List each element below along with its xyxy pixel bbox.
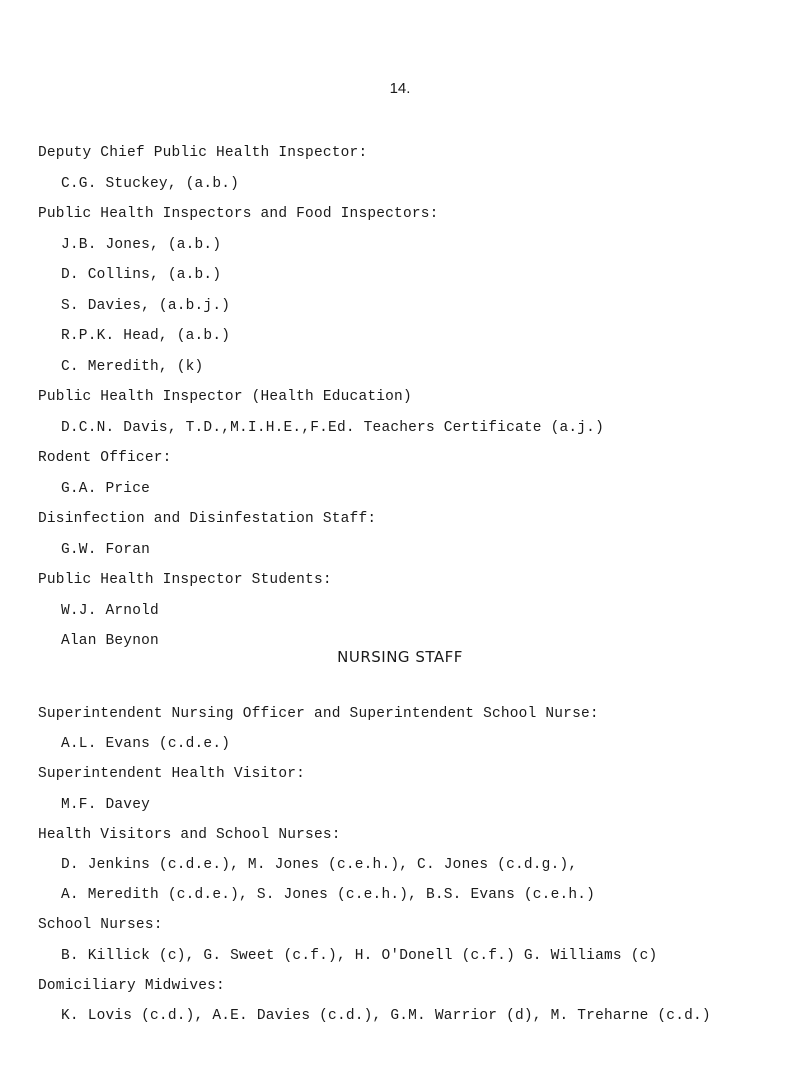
role-heading: Public Health Inspector Students: [38,572,332,588]
role-heading: Health Visitors and School Nurses: [38,826,341,843]
staff-name: J.B. Jones, (a.b.) [61,236,222,253]
staff-name: G.A. Price [61,480,151,497]
staff-name: K. Lovis (c.d.), A.E. Davies (c.d.), G.M. Warrior (d), M. Treharne (c.d.) [61,1007,711,1024]
staff-name: B. Killick (c), G. Sweet (c.f.), H. O'Donell (c.f.) G. Williams (c) [61,947,658,964]
staff-name: D. Jenkins (c.d.e.), M. Jones (c.e.h.), C. Jones (c.d.g.), [61,856,578,873]
nursing-staff-list [38,699,798,1031]
role-heading: Superintendent Health Visitor: [38,766,306,783]
staff-name: R.P.K. Head, (a.b.) [61,328,231,344]
role-heading: School Nurses: [38,917,163,934]
staff-name: S. Davies, (a.b.j.) [61,297,231,314]
role-heading: Domiciliary Midwives: [38,977,225,994]
staff-name: G.W. Foran [61,541,151,558]
role-heading: Disinfection and Disinfestation Staff: [38,511,377,527]
staff-name: C.G. Stuckey, (a.b.) [61,175,240,192]
staff-name: D.C.N. Davis, T.D.,M.I.H.E.,F.Ed. Teachers Certificate (a.j.) [61,419,604,436]
staff-name: A.L. Evans (c.d.e.) [61,736,231,753]
staff-name: A. Meredith (c.d.e.), S. Jones (c.e.h.), B.S. Evans (c.e.h.) [61,887,596,904]
staff-name: C. Meredith, (k) [61,358,204,375]
role-heading: Superintendent Nursing Officer and Superintendent School Nurse: [38,706,599,722]
public-health-staff-list [38,138,798,657]
staff-name: M.F. Davey [61,796,151,813]
staff-name: Alan Beynon [61,633,159,649]
role-heading: Public Health Inspector (Health Education) [38,389,412,405]
staff-name: D. Collins, (a.b.) [61,267,222,283]
nursing-staff-heading: NURSING STAFF [337,648,463,666]
role-heading: Deputy Chief Public Health Inspector: [38,145,368,161]
role-heading: Rodent Officer: [38,450,172,466]
page-number: 14. [389,80,411,97]
role-heading: Public Health Inspectors and Food Inspectors: [38,206,439,222]
staff-name: W.J. Arnold [61,602,159,619]
